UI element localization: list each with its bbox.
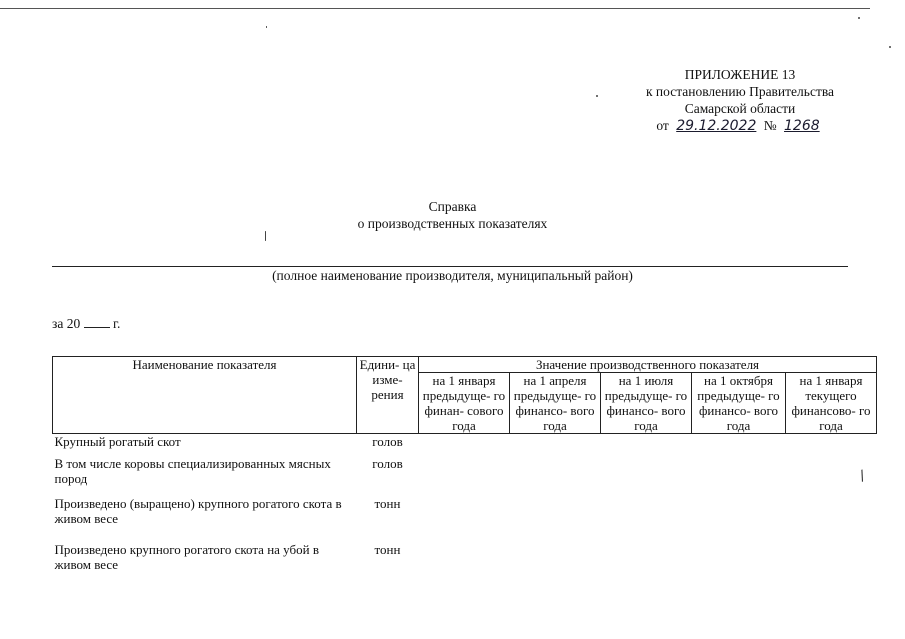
annex-number-prefix: № — [763, 118, 777, 133]
annex-date-prefix: от — [656, 118, 669, 133]
document-title: Справка — [428, 199, 477, 214]
document-subtitle: о производственных показателях — [357, 216, 548, 231]
row-unit: тонн — [374, 495, 401, 511]
producer-name-caption: (полное наименование производителя, муниципальный район) — [272, 268, 633, 283]
period-suffix: г. — [112, 316, 121, 331]
annex-resolution-line: к постановлению Правительства — [645, 84, 835, 99]
row-indicator: Произведено (выращено) крупного рогатого скота в живом весе — [54, 495, 342, 526]
annex-block — [600, 66, 880, 135]
scan-speck — [858, 17, 860, 19]
header-value-group: Значение производственного показателя — [419, 357, 877, 373]
header-jan-prev-year: на 1 января предыдуще- го финан- сового года — [419, 373, 510, 434]
scan-speck — [266, 26, 267, 28]
header-unit: Едини- ца изме- рения — [357, 357, 419, 434]
period-prefix: за 20 — [52, 316, 81, 331]
table-row — [53, 456, 877, 496]
header-oct-prev-year: на 1 октября предыдуще- го финансо- вого года — [692, 373, 786, 434]
annex-date-line — [600, 117, 880, 135]
annex-region-line: Самарской области — [684, 101, 796, 116]
table-row — [53, 434, 877, 456]
annex-date: 29.12.2022 — [676, 118, 757, 134]
scan-speck — [889, 46, 891, 48]
row-unit: голов — [372, 434, 403, 449]
scan-top-edge-line — [0, 8, 870, 9]
row-indicator: В том числе коровы специализированных мясных пород — [54, 455, 331, 486]
header-jul-prev-year: на 1 июля предыдуще- го финансо- вого года — [601, 373, 692, 434]
table-row — [53, 542, 877, 582]
indicators-table — [52, 356, 877, 582]
row-indicator: Произведено крупного рогатого скота на убой в живом весе — [54, 541, 319, 572]
period-year-blank — [84, 327, 110, 328]
scan-speck — [265, 231, 266, 241]
scan-speck — [596, 95, 598, 97]
row-unit: голов — [372, 455, 403, 471]
table-row — [53, 496, 877, 542]
annex-number: 1268 — [784, 118, 820, 134]
row-indicator: Крупный рогатый скот — [54, 434, 181, 449]
header-apr-prev-year: на 1 апреля предыдуще- го финансо- вого года — [510, 373, 601, 434]
annex-title: ПРИЛОЖЕНИЕ 13 — [684, 67, 796, 82]
header-indicator-name: Наименование показателя — [53, 357, 357, 434]
header-jan-current-year: на 1 января текущего финансово- го года — [786, 373, 877, 434]
producer-name-line — [52, 266, 848, 267]
pen-mark: / — [857, 467, 868, 485]
reporting-period — [52, 316, 120, 332]
row-unit: тонн — [374, 541, 401, 557]
